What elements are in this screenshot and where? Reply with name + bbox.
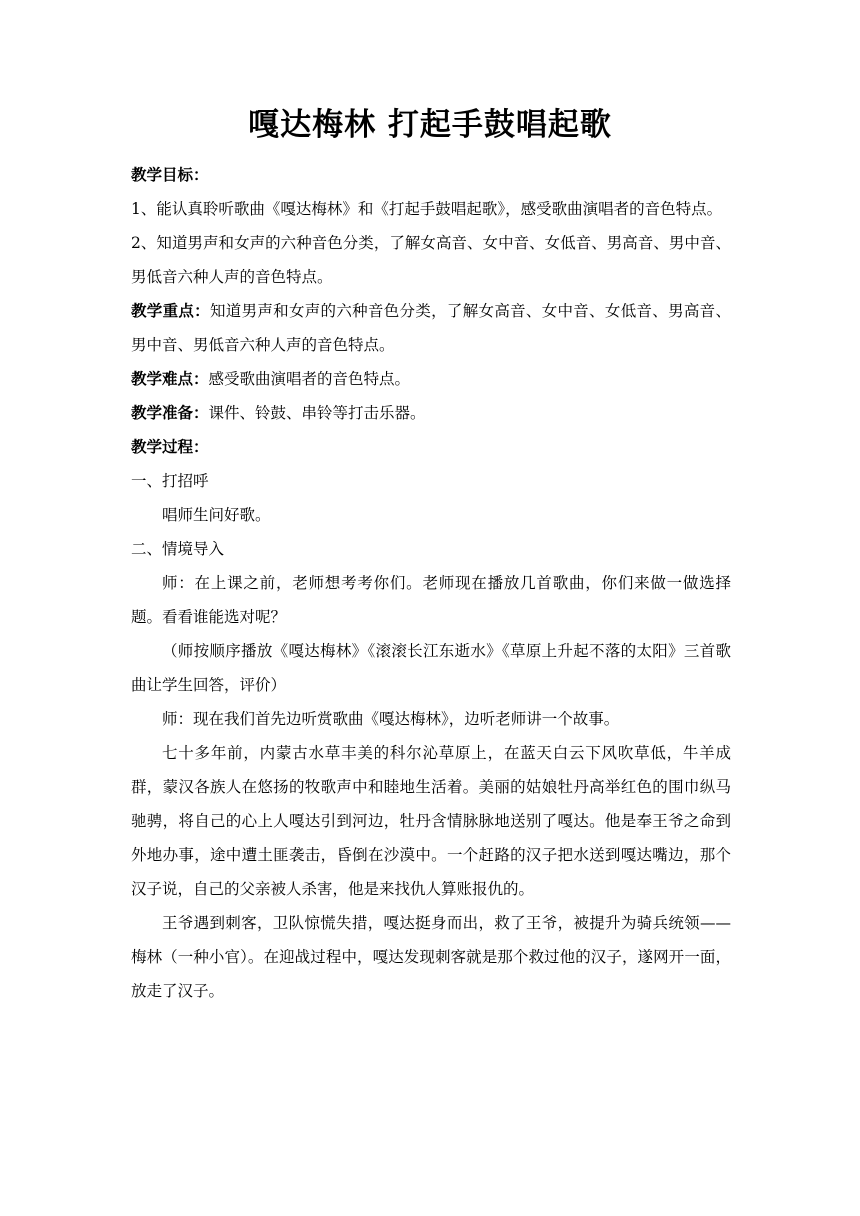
process-heading: 教学过程： bbox=[131, 437, 209, 456]
key-points-text: 知道男声和女声的六种音色分类，了解女高音、女中音、女低音、男高音、男中音、男低音六种人声的音色特点。 bbox=[131, 302, 731, 354]
difficulties bbox=[131, 362, 731, 396]
paragraph-2: （师按顺序播放《嘎达梅林》《滚滚长江东逝水》《草原上升起不落的太阳》三首歌曲让学生回答，评价） bbox=[131, 642, 731, 694]
key-points-label: 教学重点： bbox=[131, 301, 210, 320]
preparation bbox=[131, 396, 731, 430]
page-title: 嘎达梅林 打起手鼓唱起歌 bbox=[248, 107, 612, 143]
objective-item-2: 2、知道男声和女声的六种音色分类，了解女高音、女中音、女低音、男高音、男中音、男低音六种人声的音色特点。 bbox=[131, 234, 731, 286]
difficulties-text: 感受歌曲演唱者的音色特点。 bbox=[208, 370, 411, 388]
document-body bbox=[131, 158, 731, 1008]
greeting-paragraph: 唱师生问好歌。 bbox=[162, 506, 271, 524]
section-heading-1: 一、打招呼 bbox=[131, 472, 209, 490]
key-points bbox=[131, 294, 731, 362]
objective-item-1: 1、能认真聆听歌曲《嘎达梅林》和《打起手鼓唱起歌》，感受歌曲演唱者的音色特点。 bbox=[131, 200, 723, 218]
preparation-label: 教学准备： bbox=[131, 403, 209, 422]
paragraph-5: 王爷遇到刺客，卫队惊慌失措，嘎达挺身而出，救了王爷，被提升为骑兵统领——梅林（一种小官）。在迎战过程中，嘎达发现刺客就是那个救过他的汉子，遂网开一面，放走了汉子。 bbox=[131, 914, 731, 1000]
preparation-text: 课件、铃鼓、串铃等打击乐器。 bbox=[208, 404, 426, 422]
objectives-heading: 教学目标： bbox=[131, 165, 209, 184]
difficulties-label: 教学难点： bbox=[131, 369, 209, 388]
section-heading-2: 二、情境导入 bbox=[131, 540, 225, 558]
paragraph-1: 师：在上课之前，老师想考考你们。老师现在播放几首歌曲，你们来做一做选择题。看看谁能选对呢？ bbox=[131, 574, 731, 626]
paragraph-3: 师：现在我们首先边听赏歌曲《嘎达梅林》，边听老师讲一个故事。 bbox=[162, 710, 620, 728]
paragraph-4: 七十多年前，内蒙古水草丰美的科尔沁草原上，在蓝天白云下风吹草低，牛羊成群，蒙汉各族人在悠扬的牧歌声中和睦地生活着。美丽的姑娘牡丹高举红色的围巾纵马驰骋，将自己的心上人嘎达引到河边，牡丹含情脉脉地送别了嘎达。他是奉王爷之命到外地办事，途中遭土匪袭击，昏倒在沙漠中。一个赶路的汉子把水送到嘎达嘴边，那个汉子说，自己的父亲被人杀害，他是来找仇人算账报仇的。 bbox=[131, 744, 731, 898]
